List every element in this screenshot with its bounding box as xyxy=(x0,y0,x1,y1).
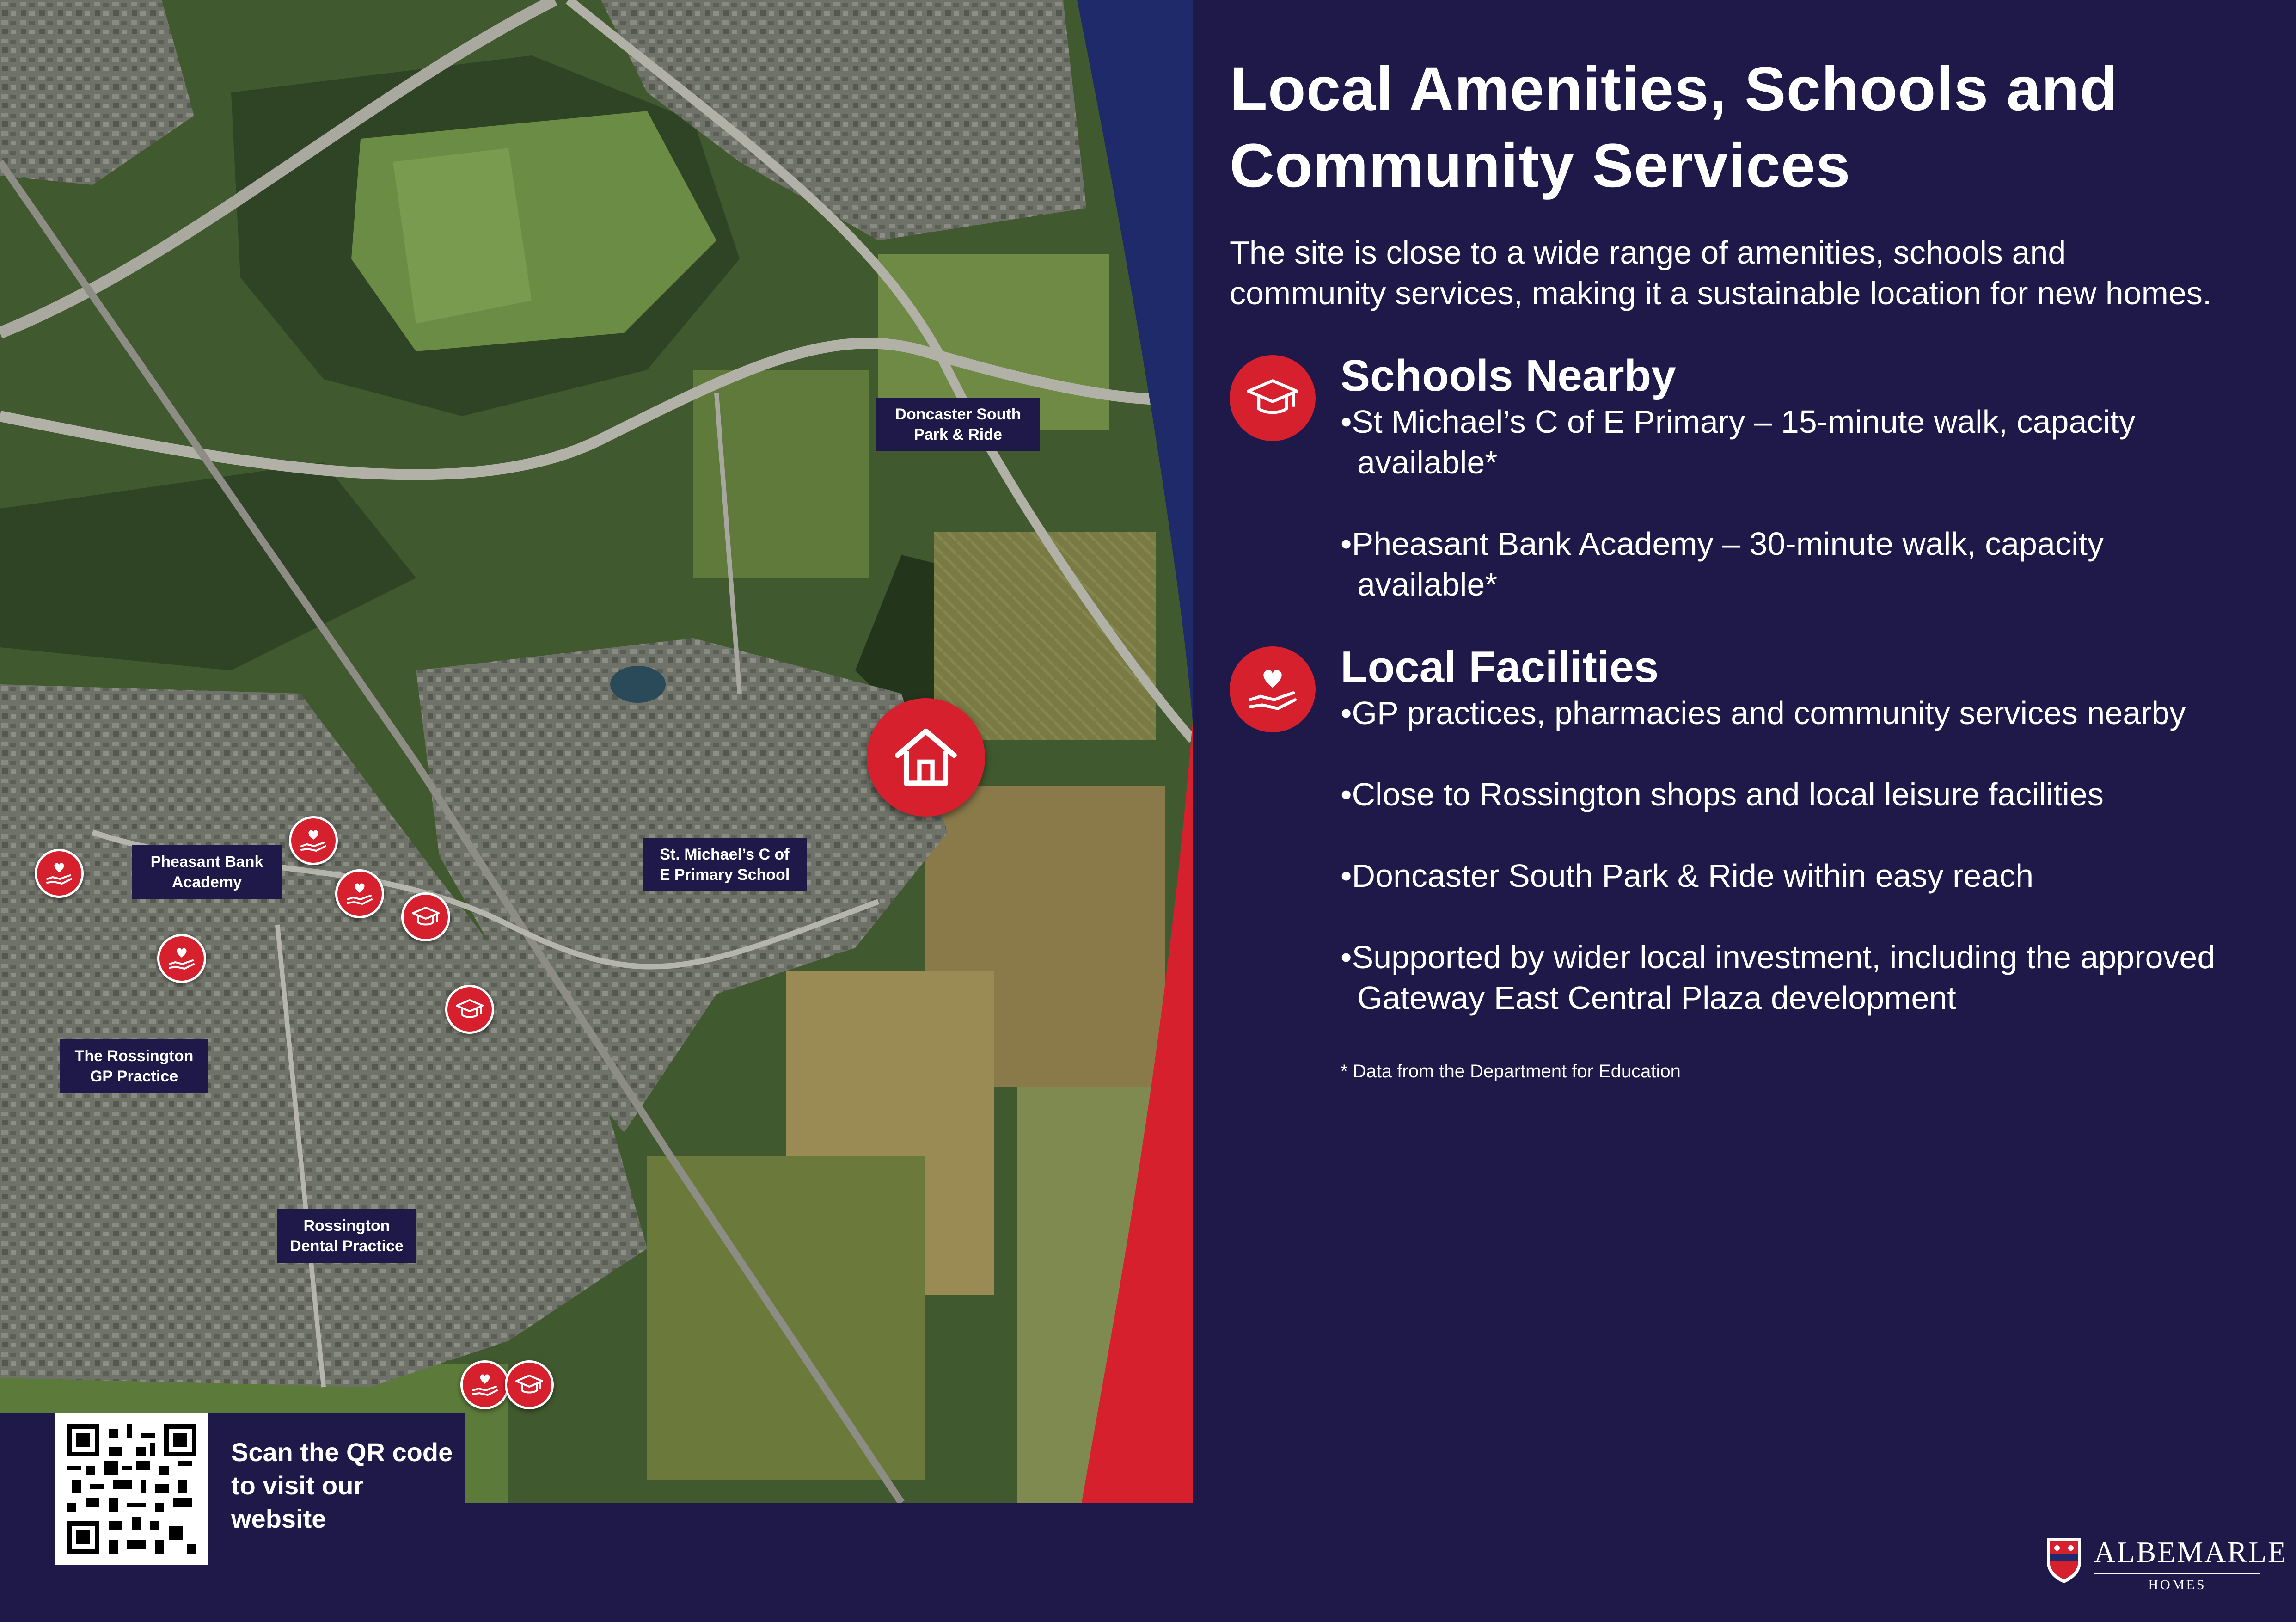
pin-facility[interactable] xyxy=(335,869,384,918)
info-panel xyxy=(1230,51,2247,1083)
facilities-section xyxy=(1230,642,2247,1018)
facilities-icon-badge xyxy=(1230,646,1316,732)
logo-subtitle: HOMES xyxy=(2094,1573,2260,1593)
heart-hand-icon xyxy=(299,826,328,855)
label-rossington-dental: Rossington Dental Practice xyxy=(277,1209,416,1263)
graduation-cap-icon xyxy=(514,1370,544,1400)
facilities-item: •GP practices, pharmacies and community services nearby xyxy=(1341,695,2186,731)
label-park-ride: Doncaster South Park & Ride xyxy=(876,398,1040,451)
shield-crest-icon xyxy=(2043,1534,2085,1585)
heart-hand-icon xyxy=(1245,662,1300,717)
qr-code-icon xyxy=(67,1424,196,1554)
facilities-item: •Supported by wider local investment, including the approved Gateway East Central Plaza development xyxy=(1341,939,2216,1016)
site-home-marker[interactable] xyxy=(867,698,985,817)
pin-school[interactable] xyxy=(445,985,494,1034)
schools-item: •St Michael’s C of E Primary – 15-minute walk, capacity available* xyxy=(1341,404,2136,480)
heart-hand-icon xyxy=(167,944,196,973)
page-title: Local Amenities, Schools and Community Services xyxy=(1230,55,2118,200)
schools-title: Schools Nearby xyxy=(1341,351,1676,400)
graduation-cap-icon xyxy=(455,995,484,1024)
heart-hand-icon xyxy=(44,859,74,888)
heart-hand-icon xyxy=(345,879,374,909)
intro-text: The site is close to a wide range of amenities, schools and community services, making it a sustainable location for new homes. xyxy=(1230,234,2212,311)
graduation-cap-icon xyxy=(411,902,441,932)
heart-hand-icon xyxy=(470,1370,500,1400)
label-rossington-gp: The Rossington GP Practice xyxy=(60,1039,208,1093)
logo-name: ALBEMARLE xyxy=(2094,1536,2288,1568)
pin-facility[interactable] xyxy=(460,1360,509,1409)
map-edge-divider xyxy=(0,0,1193,1503)
schools-item: •Pheasant Bank Academy – 30-minute walk, capacity available* xyxy=(1341,526,2104,602)
facilities-title: Local Facilities xyxy=(1341,642,1659,692)
label-pheasant-bank-academy: Pheasant Bank Academy xyxy=(132,845,282,899)
pin-facility[interactable] xyxy=(157,934,206,983)
label-st-michaels-school: St. Michael’s C of E Primary School xyxy=(643,838,807,891)
house-icon xyxy=(891,723,961,792)
pin-school[interactable] xyxy=(401,892,450,941)
facilities-item: •Doncaster South Park & Ride within easy reach xyxy=(1341,858,2034,894)
graduation-cap-icon xyxy=(1245,370,1300,426)
pin-facility[interactable] xyxy=(35,849,84,898)
facilities-item: •Close to Rossington shops and local leisure facilities xyxy=(1341,776,2104,812)
schools-section xyxy=(1230,350,2247,605)
albemarle-logo[interactable] xyxy=(2043,1530,2288,1592)
pin-school[interactable] xyxy=(505,1360,554,1409)
qr-code[interactable] xyxy=(55,1413,208,1565)
schools-icon-badge xyxy=(1230,355,1316,441)
pin-facility[interactable] xyxy=(289,816,338,865)
footnote: * Data from the Department for Education xyxy=(1341,1061,1681,1081)
aerial-map[interactable] xyxy=(0,0,1193,1503)
qr-caption: Scan the QR code to visit our website xyxy=(231,1438,453,1533)
